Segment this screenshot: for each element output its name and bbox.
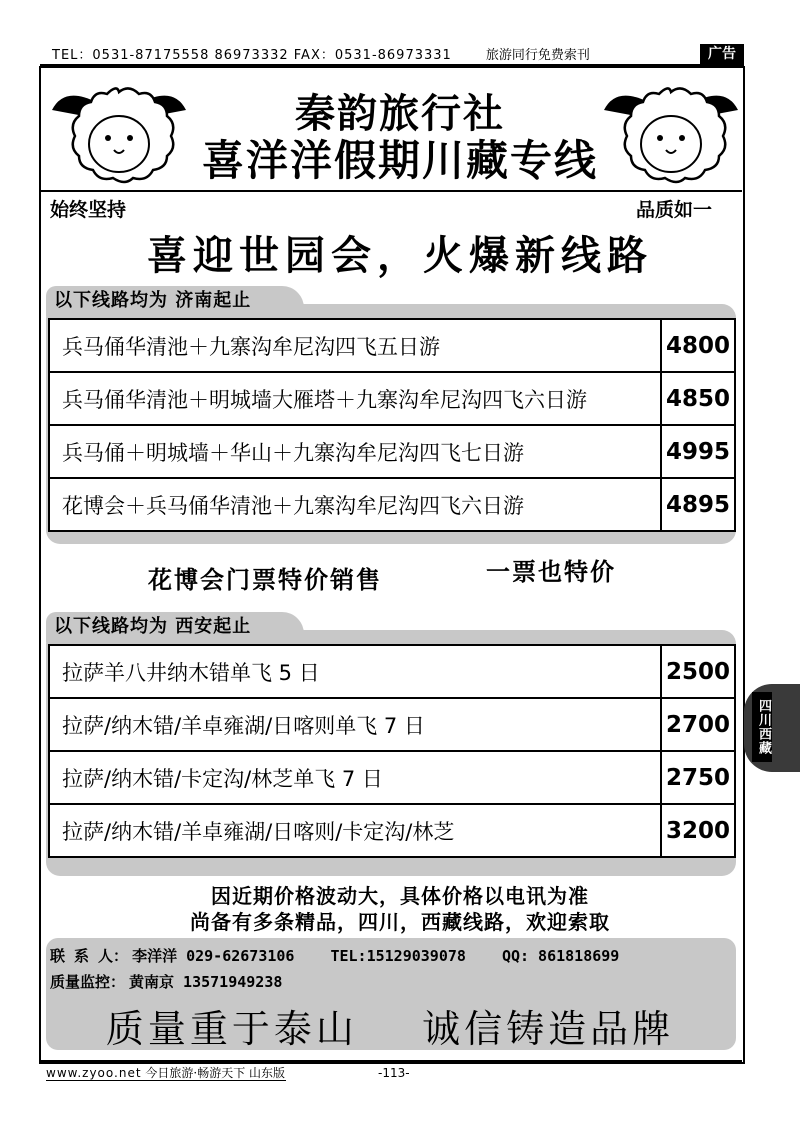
- footer-brand: 今日旅游·畅游天下: [145, 1066, 246, 1080]
- more-routes-notice: 尚备有多条精品，四川，西藏线路，欢迎索取: [190, 910, 610, 934]
- route-name: 兵马俑华清池＋九寨沟牟尼沟四飞五日游: [49, 319, 661, 372]
- route-price: 2750: [661, 751, 735, 804]
- contact-person: 李洋洋 029-62673106: [132, 947, 295, 965]
- table-row: [49, 645, 735, 698]
- bottom-rule: [40, 1060, 742, 1062]
- route-name: 拉萨/纳木错/卡定沟/林芝单飞 7 日: [49, 751, 661, 804]
- table-row: [49, 319, 735, 372]
- contact-row: [50, 945, 623, 966]
- route-price: 4995: [661, 425, 735, 478]
- top-tagline: 旅游同行免费索刊: [485, 48, 590, 63]
- jinan-section-label: 以下线路均为 济南起止: [46, 286, 304, 316]
- header-divider: [40, 190, 742, 192]
- route-name: 拉萨/纳木错/羊卓雍湖/日喀则单飞 7 日: [49, 698, 661, 751]
- agency-name: 秦韵旅行社: [295, 91, 505, 137]
- route-price: 3200: [661, 804, 735, 857]
- line-name: 喜洋洋假期川藏专线: [201, 136, 598, 185]
- page-number: -113-: [378, 1066, 410, 1080]
- table-row: [49, 698, 735, 751]
- xian-routes-table: [48, 644, 736, 858]
- route-name: 花博会＋兵马俑华清池＋九寨沟牟尼沟四飞六日游: [49, 478, 661, 531]
- footer-edition: 山东版: [249, 1066, 286, 1080]
- price-notice: 因近期价格波动大，具体价格以电讯为准: [211, 884, 589, 908]
- xian-section-label: 以下线路均为 西安起止: [46, 612, 304, 642]
- table-row: [49, 804, 735, 857]
- route-price: 4850: [661, 372, 735, 425]
- slogan-left: 始终坚持: [50, 199, 127, 221]
- flower-expo-ticket-promo: 花博会门票特价销售: [148, 566, 382, 594]
- route-name: 拉萨/纳木错/羊卓雍湖/日喀则/卡定沟/林芝: [49, 804, 661, 857]
- footer-url: www.zyoo.net: [46, 1066, 142, 1080]
- side-tab-label: 四川西藏: [752, 692, 772, 762]
- ad-tab: 广告: [700, 44, 744, 64]
- table-row: [49, 478, 735, 531]
- route-price: 2700: [661, 698, 735, 751]
- contact-tel: TEL:15129039078: [330, 947, 466, 965]
- supervisor-contact: 黄南京 13571949238: [129, 973, 283, 991]
- route-price: 4895: [661, 478, 735, 531]
- route-name: 兵马俑＋明城墙＋华山＋九寨沟牟尼沟四飞七日游: [49, 425, 661, 478]
- footer: [46, 1064, 285, 1081]
- table-row: [49, 751, 735, 804]
- footer-underline: [46, 1080, 286, 1081]
- top-contact-numbers: TEL：0531-87175558 86973332 FAX：0531-86973331: [52, 48, 452, 63]
- single-ticket-promo: 一票也特价: [486, 558, 616, 586]
- route-price: 2500: [661, 645, 735, 698]
- route-name: 兵马俑华清池＋明城墙大雁塔＋九寨沟牟尼沟四飞六日游: [49, 372, 661, 425]
- table-row: [49, 425, 735, 478]
- jinan-routes-table: [48, 318, 736, 532]
- headline: 喜迎世园会，火爆新线路: [147, 233, 653, 279]
- contact-qq: QQ: 861818699: [501, 947, 620, 965]
- company-motto: 质量重于泰山 诚信铸造品牌: [105, 1007, 675, 1051]
- supervisor-label: 质量监控：: [50, 973, 126, 991]
- slogan-right: 品质如一: [636, 199, 713, 221]
- supervisor-row: [50, 971, 286, 992]
- top-contact-bar: [52, 44, 590, 63]
- route-name: 拉萨羊八井纳木错单飞 5 日: [49, 645, 661, 698]
- contact-person-label: 联 系 人：: [50, 947, 129, 965]
- table-row: [49, 372, 735, 425]
- route-price: 4800: [661, 319, 735, 372]
